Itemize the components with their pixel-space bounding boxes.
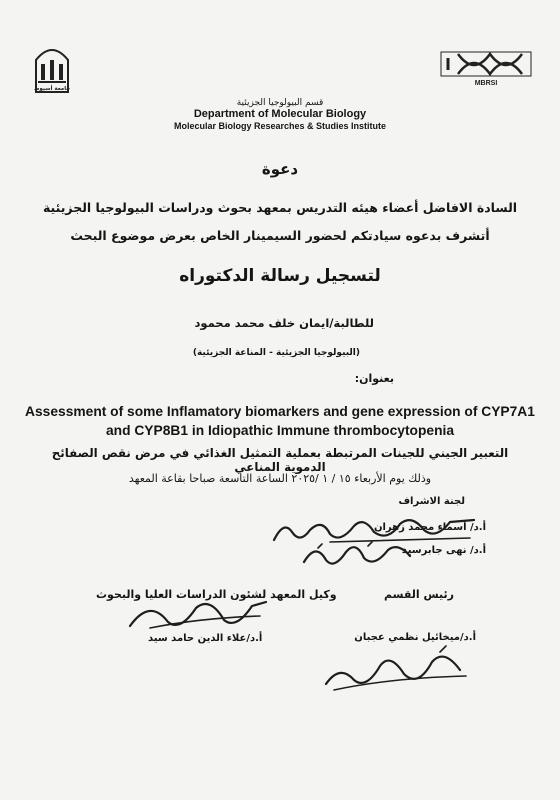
university-logo-icon (28, 38, 76, 94)
committee-member-2: أ.د/ نهى جابرسيد (401, 545, 486, 556)
thesis-title-english-line1: Assessment of some Inflamatory biomarkers and gene expression of CYP7A1 (25, 404, 535, 419)
invitation-title: دعوة (261, 160, 299, 178)
seminar-date: وذلك يوم الأربعاء ١٥ / ١ /٢٠٢٥ الساعة التاسعة صباحا بقاعة المعهد (128, 472, 432, 485)
department-head-title: رئيس القسم (384, 588, 454, 601)
department-head-signature-icon (320, 644, 470, 694)
member-2-signature-icon (298, 538, 418, 572)
committee-label: لجنة الاشراف (398, 496, 465, 507)
institute-logo-icon (440, 46, 532, 88)
department-name-english: Department of Molecular Biology (193, 108, 367, 120)
thesis-title-arabic: التعبير الجيني للجينات المرتبطة بعملية التمثيل الغذائي في مرض نقص الصفائح الدموية المناعي (51, 446, 509, 474)
logo-left-text: جامعة أسيوط (33, 86, 71, 92)
vice-dean-name: أ.د/علاء الدين حامد سيد (148, 633, 263, 644)
thesis-title-english-line2: and CYP8B1 in Idiopathic Immune thrombocytopenia (105, 423, 455, 438)
thesis-title-label: بعنوان: (354, 372, 394, 385)
vice-dean-title: وكيل المعهد لشئون الدراسات العليا والبحوث (96, 588, 337, 601)
department-head-name: أ.د/ميخائيل نظمي عجبان (354, 632, 476, 643)
invitation-purpose: لتسجيل رسالة الدكتوراه (179, 266, 381, 286)
logo-right-text: MBRSI (474, 80, 498, 87)
invitation-text: أتشرف بدعوه سيادتكم لحضور السيمينار الخاص بعرض موضوع البحث (70, 228, 490, 243)
invitation-addressee: السادة الافاضل أعضاء هيئه التدريس بمعهد بحوث ودراسات البيولوجيا الجزيئية (42, 200, 518, 215)
committee-member-1: أ.د/ أسماء محمد زهران (373, 522, 486, 533)
student-specialty: (البيولوجيا الجزيئية - المناعة الجزيئية) (192, 348, 360, 358)
student-name: للطالبة/ايمان خلف محمد محمود (194, 316, 374, 330)
department-name-arabic: قسم البيولوجيا الجزيئية (236, 98, 324, 108)
vice-dean-signature-icon (120, 596, 270, 636)
institute-name-english: Molecular Biology Researches & Studies Institute (173, 121, 387, 131)
thesis-title-english (14, 402, 546, 440)
